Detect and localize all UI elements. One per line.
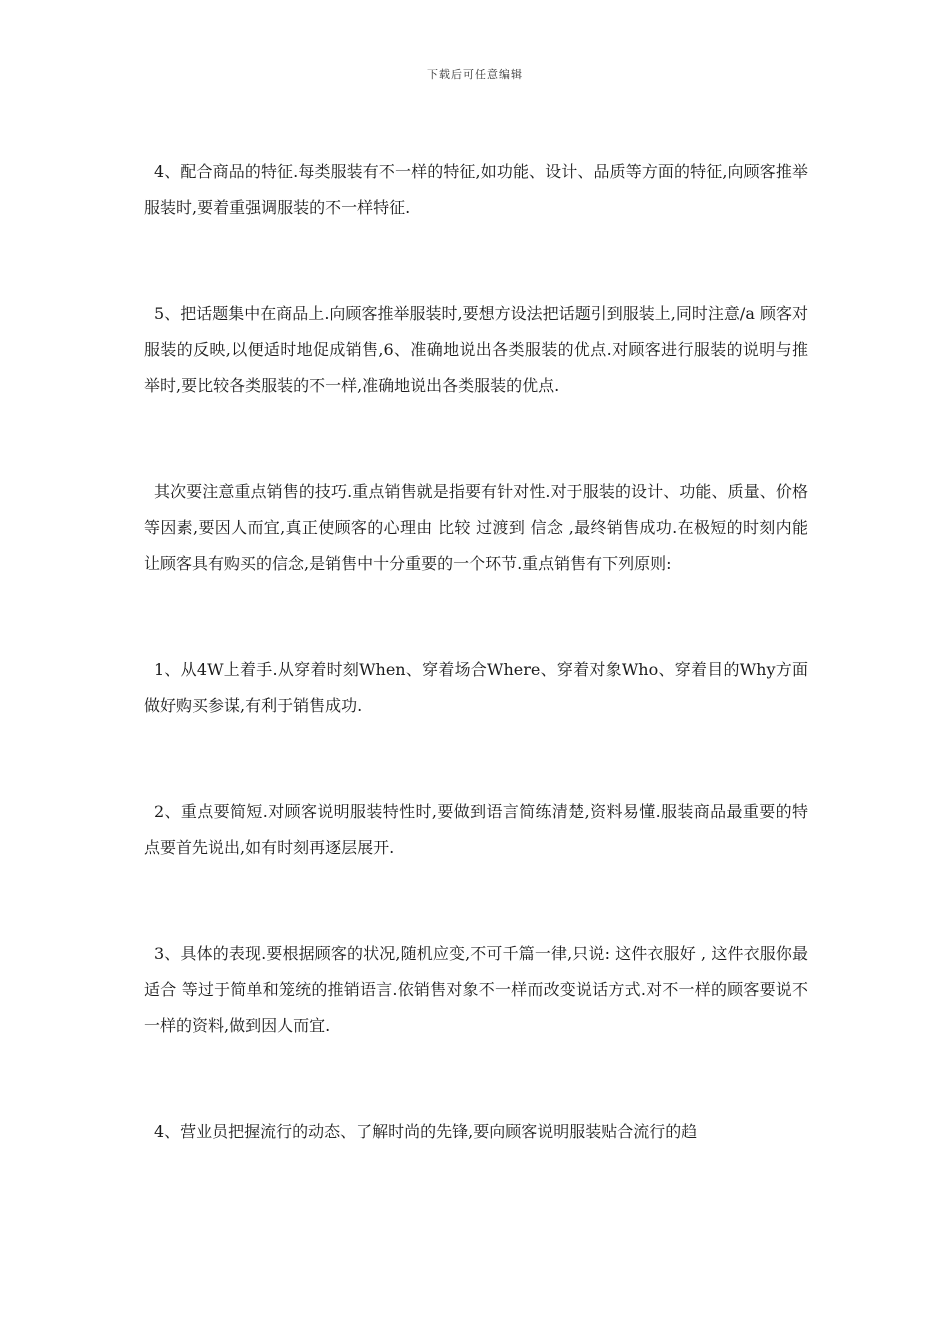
paragraph-brief: 2、重点要简短.对顾客说明服装特性时,要做到语言简练清楚,资料易懂.服装商品最重要的特点要首先说出,如有时刻再逐层展开. (144, 802, 808, 857)
paragraph-concrete: 3、具体的表现.要根据顾客的状况,随机应变,不可千篇一律,只说: 这件衣服好 , 这件衣服你最适合 等过于简单和笼统的推销语言.依销售对象不一样而改变说话方式.对不一样的顾客要说不一样的资料,做到因人而宜. (144, 944, 808, 1035)
document-body (144, 154, 808, 1150)
paragraph-key-sales: 其次要注意重点销售的技巧.重点销售就是指要有针对性.对于服装的设计、功能、质量、价格等因素,要因人而宜,真正使顾客的心理由 比较 过渡到 信念 ,最终销售成功.在极短的时刻内能让顾客具有购买的信念,是销售中十分重要的一个环节.重点销售有下列原则: (144, 482, 808, 573)
paragraph-topic: 5、把话题集中在商品上.向顾客推举服装时,要想方设法把话题引到服装上,同时注意/a 顾客对服装的反映,以便适时地促成销售,6、准确地说出各类服装的优点.对顾客进行服装的说明与推举时,要比较各类服装的不一样,准确地说出各类服装的优点. (144, 304, 808, 395)
paragraph-feature: 4、配合商品的特征.每类服装有不一样的特征,如功能、设计、品质等方面的特征,向顾客推举服装时,要着重强调服装的不一样特征. (144, 162, 808, 217)
paragraph-4w: 1、从4W上着手.从穿着时刻When、穿着场合Where、穿着对象Who、穿着目的Why方面做好购买参谋,有利于销售成功. (144, 660, 808, 715)
paragraph-trend: 4、营业员把握流行的动态、了解时尚的先锋,要向顾客说明服装贴合流行的趋 (154, 1122, 698, 1141)
page-header: 下载后可任意编辑 (427, 68, 523, 81)
